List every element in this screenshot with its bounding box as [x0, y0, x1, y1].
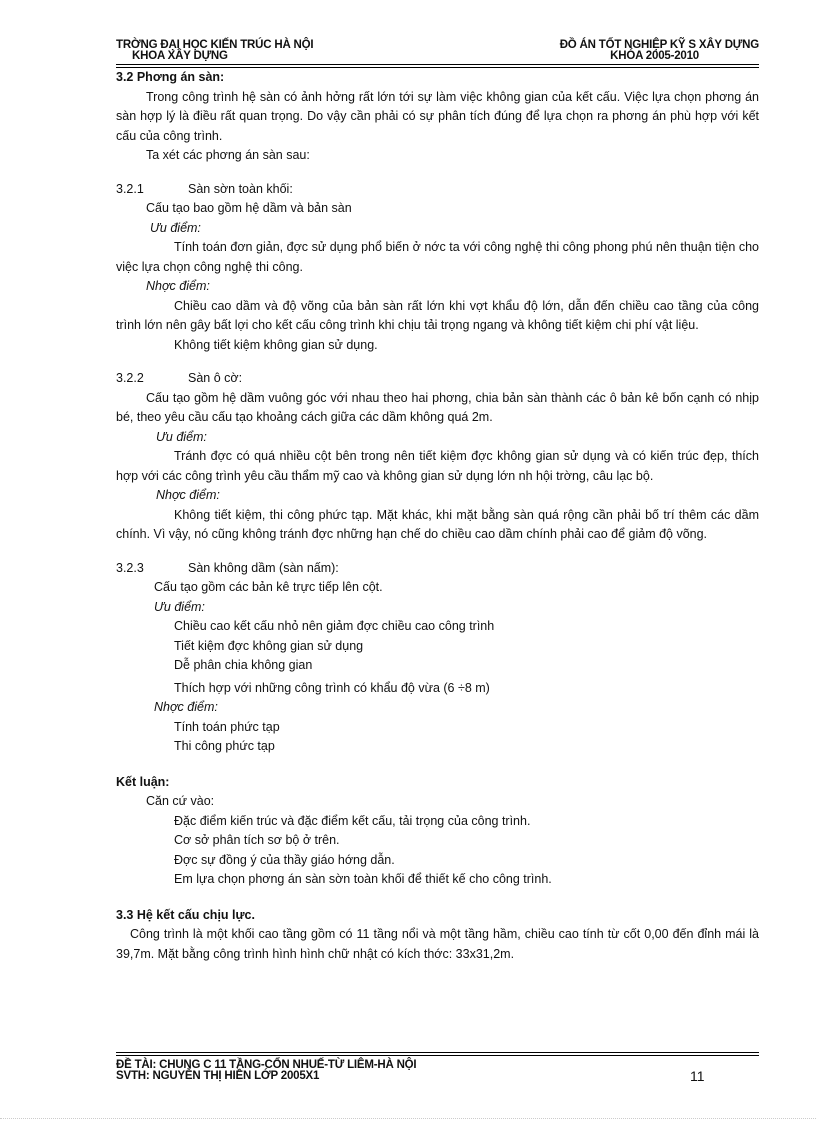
faculty-name: KHOA XÂY DỰNG — [132, 50, 228, 62]
project-title: ĐỒ ÁN TỐT NGHIỆP KỸ S XÂY DỰNG — [559, 39, 759, 51]
section-3-2-2-heading — [116, 369, 759, 389]
advantages-text: Tính toán đơn giản, đợc sử dụng phổ biến ở nớc ta với công nghệ thi công phong phú nên thuận tiện cho việc lựa chọn công nghệ thi công. — [116, 240, 759, 274]
section-3-2-paragraph: Trong công trình hệ sàn có ảnh hởng rất lớn tới sự làm việc không gian của kết cấu. Việc lựa chọn phơng án sàn hợp lý là điều rất quan trọng. Do vậy cần phải có sự phân tích đúng để lựa chọn ra phơng án phù hợp với kết cấu của công trình. — [116, 89, 759, 143]
section-3-2-intro: Ta xét các phơng án sàn sau: — [146, 148, 310, 162]
section-number: 3.2.3 — [116, 560, 144, 575]
conclusion-item: Em lựa chọn phơng án sàn sờn toàn khối để thiết kế cho công trình. — [174, 872, 552, 886]
section-3-3-heading: 3.3 Hệ kết cấu chịu lực. — [116, 907, 255, 922]
school-name: TRỜNG ĐẠI HỌC KIẾN TRÚC HÀ NỘI — [116, 39, 314, 51]
page-edge — [0, 1118, 816, 1119]
header-rule — [116, 64, 759, 65]
section-title: Sàn ô cờ: — [188, 371, 243, 385]
conclusion-basis: Căn cứ vào: — [146, 794, 215, 808]
disadvantage-item: Thi công phức tạp — [174, 739, 275, 753]
section-3-2-heading: 3.2 Phơng án sàn: — [116, 70, 225, 84]
disadvantages-text: Chiều cao dầm và độ võng của bản sàn rất lớn khi vợt khẩu độ lớn, dẫn đến chiều cao tầng của công trình lớn nên gây bất lợi cho kết cấu công trình khi chịu tải trọng ngang và không tiết kiệm chi phí vật liệu. — [116, 298, 759, 332]
disadvantages-label: Nhợc điểm: — [154, 700, 218, 714]
section-title: Sàn không dầm (sàn nấm): — [188, 560, 339, 575]
page-number: 11 — [690, 1068, 705, 1084]
section-3-2-3-desc: Cấu tạo gồm các bản kê trực tiếp lên cột. — [154, 580, 383, 594]
disadvantages-text: Không tiết kiệm, thi công phức tạp. Mặt khác, khi mặt bằng sàn quá rộng cần phải bố trí thêm các dầm chính. Vì vậy, nó cũng không tránh đợc những hạn chế do chiều cao dầm chính phải cao để giảm độ võng. — [116, 507, 759, 541]
section-3-2-2-desc: Cấu tạo gồm hệ dầm vuông góc với nhau theo hai phơng, chia bản sàn thành các ô bản kê bốn cạnh có nhịp bé, theo yêu cầu cấu tạo khoảng cách giữa các dầm không quá 2m. — [116, 390, 759, 424]
advantages-label: Ưu điểm: — [154, 599, 205, 614]
disadvantages-label: Nhợc điểm: — [146, 279, 210, 293]
advantages-text: Tránh đợc có quá nhiều cột bên trong nên tiết kiệm đợc không gian sử dụng và có kiến trúc đẹp, thích hợp với các công trình yêu cầu thẩm mỹ cao và không gian sử dụng lớn nh hội trờng, câu lạc bộ. — [116, 449, 759, 483]
section-3-2-1-heading — [116, 180, 759, 200]
disadvantages-label: Nhợc điểm: — [156, 488, 220, 502]
section-3-2-1-desc: Cấu tạo bao gồm hệ dầm và bản sàn — [146, 201, 352, 215]
section-3-3-paragraph: Công trình là một khối cao tầng gồm có 11 tầng nổi và một tầng hầm, chiều cao tính từ cốt 0,00 đến đỉnh mái là 39,7m. Mặt bằng công trình hình hình chữ nhật có kích thớc: 33x31,2m. — [116, 927, 759, 961]
header-right — [560, 40, 759, 62]
disadvantages-text-2: Không tiết kiệm không gian sử dụng. — [174, 337, 378, 352]
student-info: SVTH: NGUYỄN THỊ HIỀN LỚP 2005X1 — [116, 1070, 320, 1082]
advantages-label: Ưu điểm: — [156, 429, 207, 444]
footer-rule-thin — [116, 1055, 759, 1056]
section-number: 3.2.1 — [116, 181, 144, 196]
advantage-item: Chiều cao kết cấu nhỏ nên giảm đợc chiều cao công trình — [174, 619, 495, 633]
section-title: Sàn sờn toàn khối: — [188, 181, 293, 196]
advantage-item: Thích hợp với những công trình có khẩu độ vừa (6 ÷8 m) — [174, 680, 490, 695]
section-3-2-3-heading — [116, 559, 759, 579]
footer — [116, 1060, 416, 1082]
footer-rule — [116, 1052, 759, 1053]
conclusion-heading: Kết luận: — [116, 774, 170, 789]
conclusion-item: Cơ sở phân tích sơ bộ ở trên. — [174, 833, 340, 847]
section-number: 3.2.2 — [116, 371, 144, 385]
advantages-label: Ưu điểm: — [150, 220, 201, 235]
document-body — [116, 68, 759, 964]
course-years: KHÓA 2005-2010 — [610, 50, 699, 62]
conclusion-item: Đặc điểm kiến trúc và đặc điểm kết cấu, tải trọng của công trình. — [174, 813, 531, 828]
disadvantage-item: Tính toán phức tạp — [174, 719, 280, 734]
header-left — [116, 40, 313, 62]
thesis-topic: ĐỀ TÀI: CHUNG C 11 TẦNG-CỔN NHUẾ-TỪ LIÊM-HÀ NỘI — [116, 1059, 417, 1071]
advantage-item: Tiết kiệm đợc không gian sử dụng — [174, 638, 364, 653]
advantage-item: Dễ phân chia không gian — [174, 658, 313, 672]
conclusion-item: Đợc sự đồng ý của thầy giáo hớng dẫn. — [174, 852, 395, 867]
